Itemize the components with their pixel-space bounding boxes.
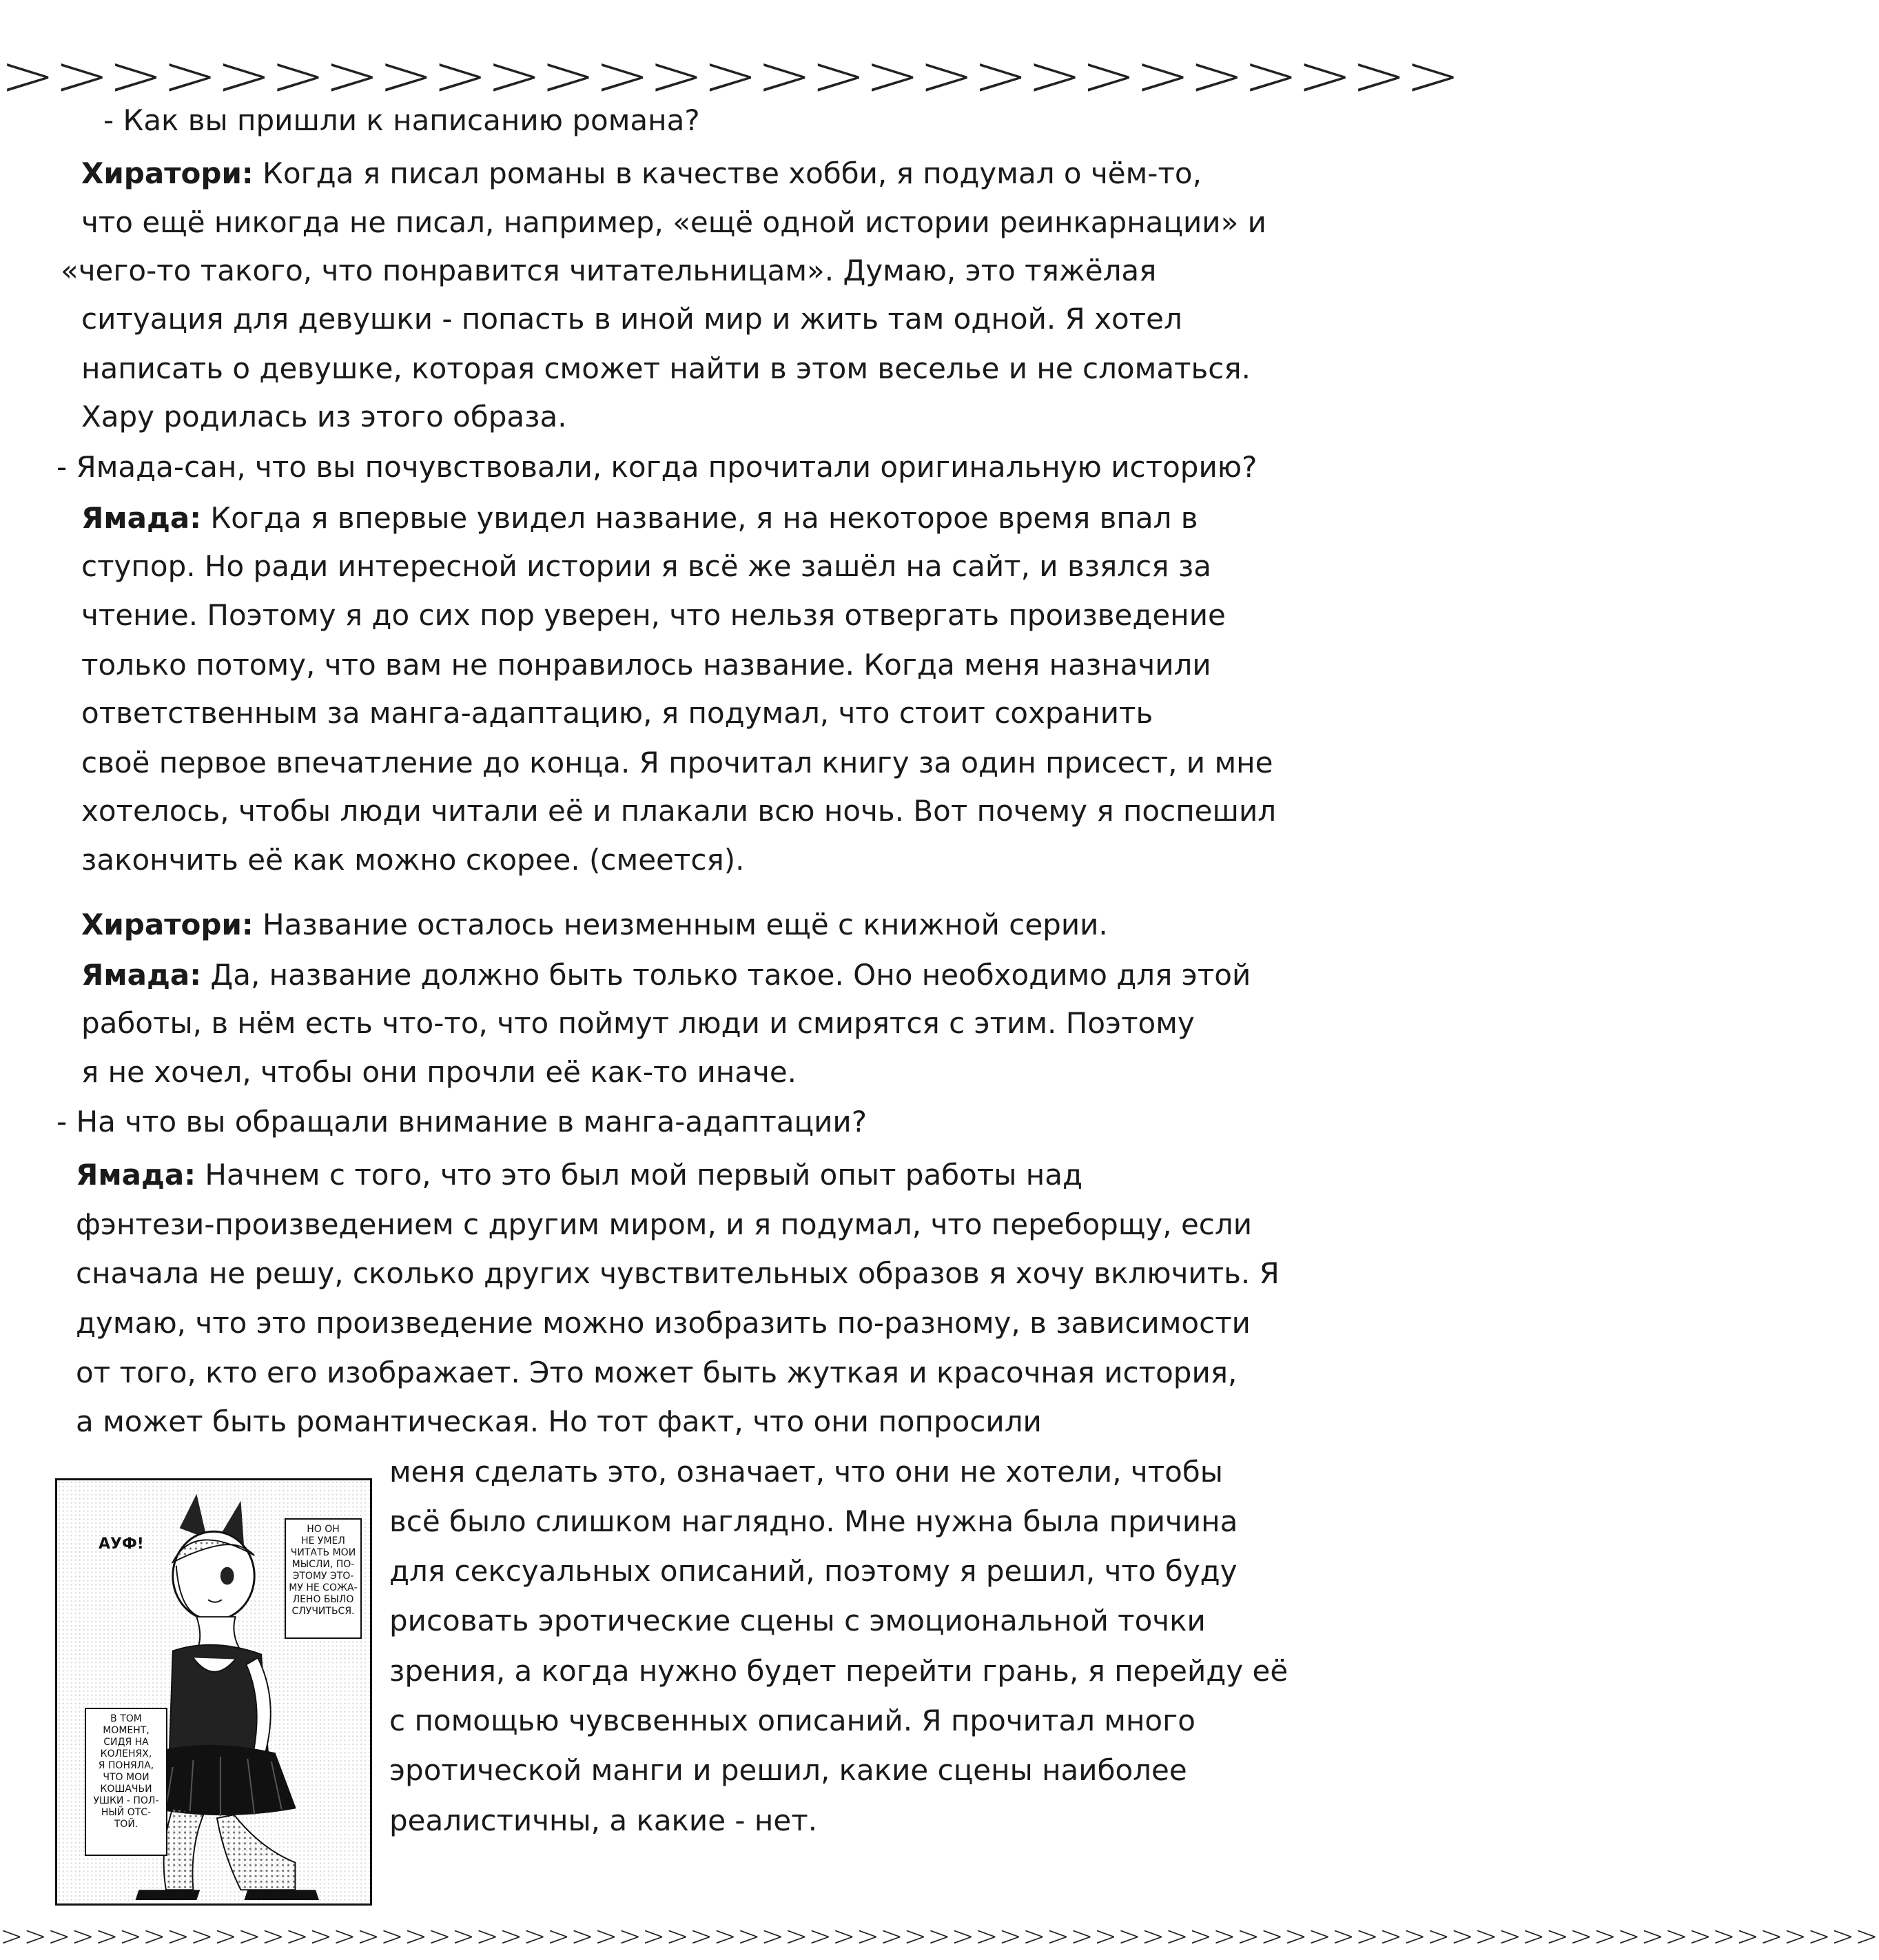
text-line (61, 253, 1156, 289)
text-line (81, 745, 1273, 781)
speaker-name: Ямада: (81, 958, 202, 992)
text-line (81, 793, 1276, 829)
line-text: только потому, что вам не понравилось название. Когда меня назначили (81, 648, 1211, 682)
caption-top: НО ОН НЕ УМЕЛ ЧИТАТЬ МОИ МЫСЛИ, ПО- ЭТОМУ ЭТО- МУ НЕ СОЖА- ЛЕНО БЫЛО СЛУЧИТЬСЯ. (285, 1518, 362, 1639)
line-text: эротической манги и решил, какие сцены наиболее (389, 1753, 1187, 1787)
text-line (76, 1305, 1251, 1341)
line-text: ответственным за манга-адаптацию, я подумал, что стоит сохранить (81, 696, 1153, 730)
speaker-name: Хиратори: (81, 908, 254, 941)
text-line (81, 842, 744, 878)
line-text: - Ямада-сан, что вы почувствовали, когда прочитали оригинальную историю? (57, 450, 1257, 484)
text-line (76, 1157, 1082, 1193)
line-text: я не хочел, чтобы они прочли её как-то иначе. (81, 1055, 797, 1089)
line-text: ступор. Но ради интересной истории я всё же зашёл на сайт, и взялся за (81, 549, 1211, 583)
line-text: - На что вы обращали внимание в манга-адаптации? (57, 1105, 867, 1139)
line-text: Название осталось неизменным ещё с книжной серии. (253, 908, 1108, 941)
text-line (389, 1803, 817, 1839)
line-text: Да, название должно быть только такое. Оно необходимо для этой (201, 958, 1251, 992)
line-text: ситуация для девушки - попасть в иной мир и жить там одной. Я хотел (81, 302, 1182, 336)
text-line (57, 1104, 867, 1140)
line-text: рисовать эротические сцены с эмоциональной точки (389, 1604, 1206, 1637)
line-text: хотелось, чтобы люди читали её и плакали всю ночь. Вот почему я поспешил (81, 794, 1277, 828)
text-line (76, 1404, 1042, 1440)
line-text: всё было слишком наглядно. Мне нужна была причина (389, 1504, 1238, 1538)
text-line (389, 1653, 1288, 1689)
line-text: а может быть романтическая. Но тот факт, что они попросили (76, 1405, 1042, 1438)
text-line (81, 205, 1266, 241)
line-text: зрения, а когда нужно будет перейти грань, я перейду её (389, 1654, 1288, 1688)
text-line (389, 1753, 1187, 1788)
line-text: меня сделать это, означает, что они не хотели, чтобы (389, 1455, 1223, 1489)
line-text: реалистичны, а какие - нет. (389, 1804, 818, 1837)
text-line (57, 449, 1257, 485)
manga-panel-illustration (55, 1478, 372, 1906)
line-text: думаю, что это произведение можно изобразить по-разному, в зависимости (76, 1306, 1251, 1340)
line-text: - Как вы пришли к написанию романа? (103, 103, 700, 137)
speaker-name: Ямада: (76, 1158, 196, 1192)
line-text: работы, в нём есть что-то, что поймут люди и смирятся с этим. Поэтому (81, 1006, 1195, 1040)
line-text: с помощью чувсвенных описаний. Я прочитал много (389, 1704, 1195, 1737)
text-line (81, 647, 1211, 683)
text-line (81, 399, 567, 435)
text-line (76, 1355, 1237, 1391)
text-line (389, 1603, 1206, 1639)
text-line (81, 1005, 1195, 1041)
line-text: фэнтези-произведением с другим миром, и я подумал, что переборщу, если (76, 1207, 1253, 1241)
bottom-chevron-border: >>>>>>>>>>>>>>>>>>>>>>>>>>>>>>>>>>>>>>>>>>>>>>>>>>>>>>>>>>>>>>>>>>>>>>>>>>>>>>> (0, 1921, 1879, 1952)
line-text: «чего-то такого, что понравится читательницам». Думаю, это тяжёлая (61, 254, 1157, 287)
speaker-name: Ямада: (81, 501, 202, 535)
line-text: для сексуальных описаний, поэтому я решил, что буду (389, 1554, 1238, 1588)
line-text: чтение. Поэтому я до сих пор уверен, что нельзя отвергать произведение (81, 598, 1226, 632)
line-text: своё первое впечатление до конца. Я прочитал книгу за один присест, и мне (81, 746, 1273, 779)
text-line (81, 500, 1198, 536)
line-text: Когда я впервые увидел название, я на некоторое время впал в (201, 501, 1198, 535)
text-line (389, 1703, 1195, 1739)
text-line (389, 1553, 1238, 1589)
sfx-text: АУФ! (99, 1535, 144, 1553)
text-line (76, 1207, 1252, 1243)
line-text: сначала не решу, сколько других чувствительных образов я хочу включить. Я (76, 1256, 1280, 1290)
line-text: что ещё никогда не писал, например, «ещё одной истории реинкарнации» и (81, 205, 1266, 239)
line-text: закончить её как можно скорее. (смеется). (81, 843, 745, 877)
line-text: от того, кто его изображает. Это может быть жуткая и красочная история, (76, 1356, 1238, 1389)
text-line (81, 598, 1226, 633)
line-text: Начнем с того, что это был мой первый опыт работы над (196, 1158, 1083, 1192)
text-line (81, 351, 1251, 387)
text-line (81, 549, 1211, 584)
caption-bottom: В ТОМ МОМЕНТ, СИДЯ НА КОЛЕНЯХ, Я ПОНЯЛА, ЧТО МОИ КОШАЧЬИ УШКИ - ПОЛ- НЫЙ ОТС- ТОЙ. (85, 1708, 167, 1856)
text-line (81, 957, 1251, 993)
text-line (81, 301, 1182, 337)
top-chevron-border: >>>>>>>>>>>>>>>>>>>>>>>>>>> (0, 43, 1459, 109)
text-line (81, 907, 1108, 943)
speaker-name: Хиратори: (81, 156, 254, 190)
text-line (81, 695, 1153, 731)
text-line (389, 1454, 1223, 1490)
line-text: Когда я писал романы в качестве хобби, я подумал о чём-то, (253, 156, 1202, 190)
line-text: Хару родилась из этого образа. (81, 400, 567, 433)
line-text: написать о девушке, которая сможет найти в этом веселье и не сломаться. (81, 351, 1251, 385)
text-line (76, 1256, 1280, 1292)
text-line (81, 1054, 797, 1090)
text-line (81, 156, 1202, 192)
text-line (103, 103, 700, 139)
text-line (389, 1504, 1238, 1540)
